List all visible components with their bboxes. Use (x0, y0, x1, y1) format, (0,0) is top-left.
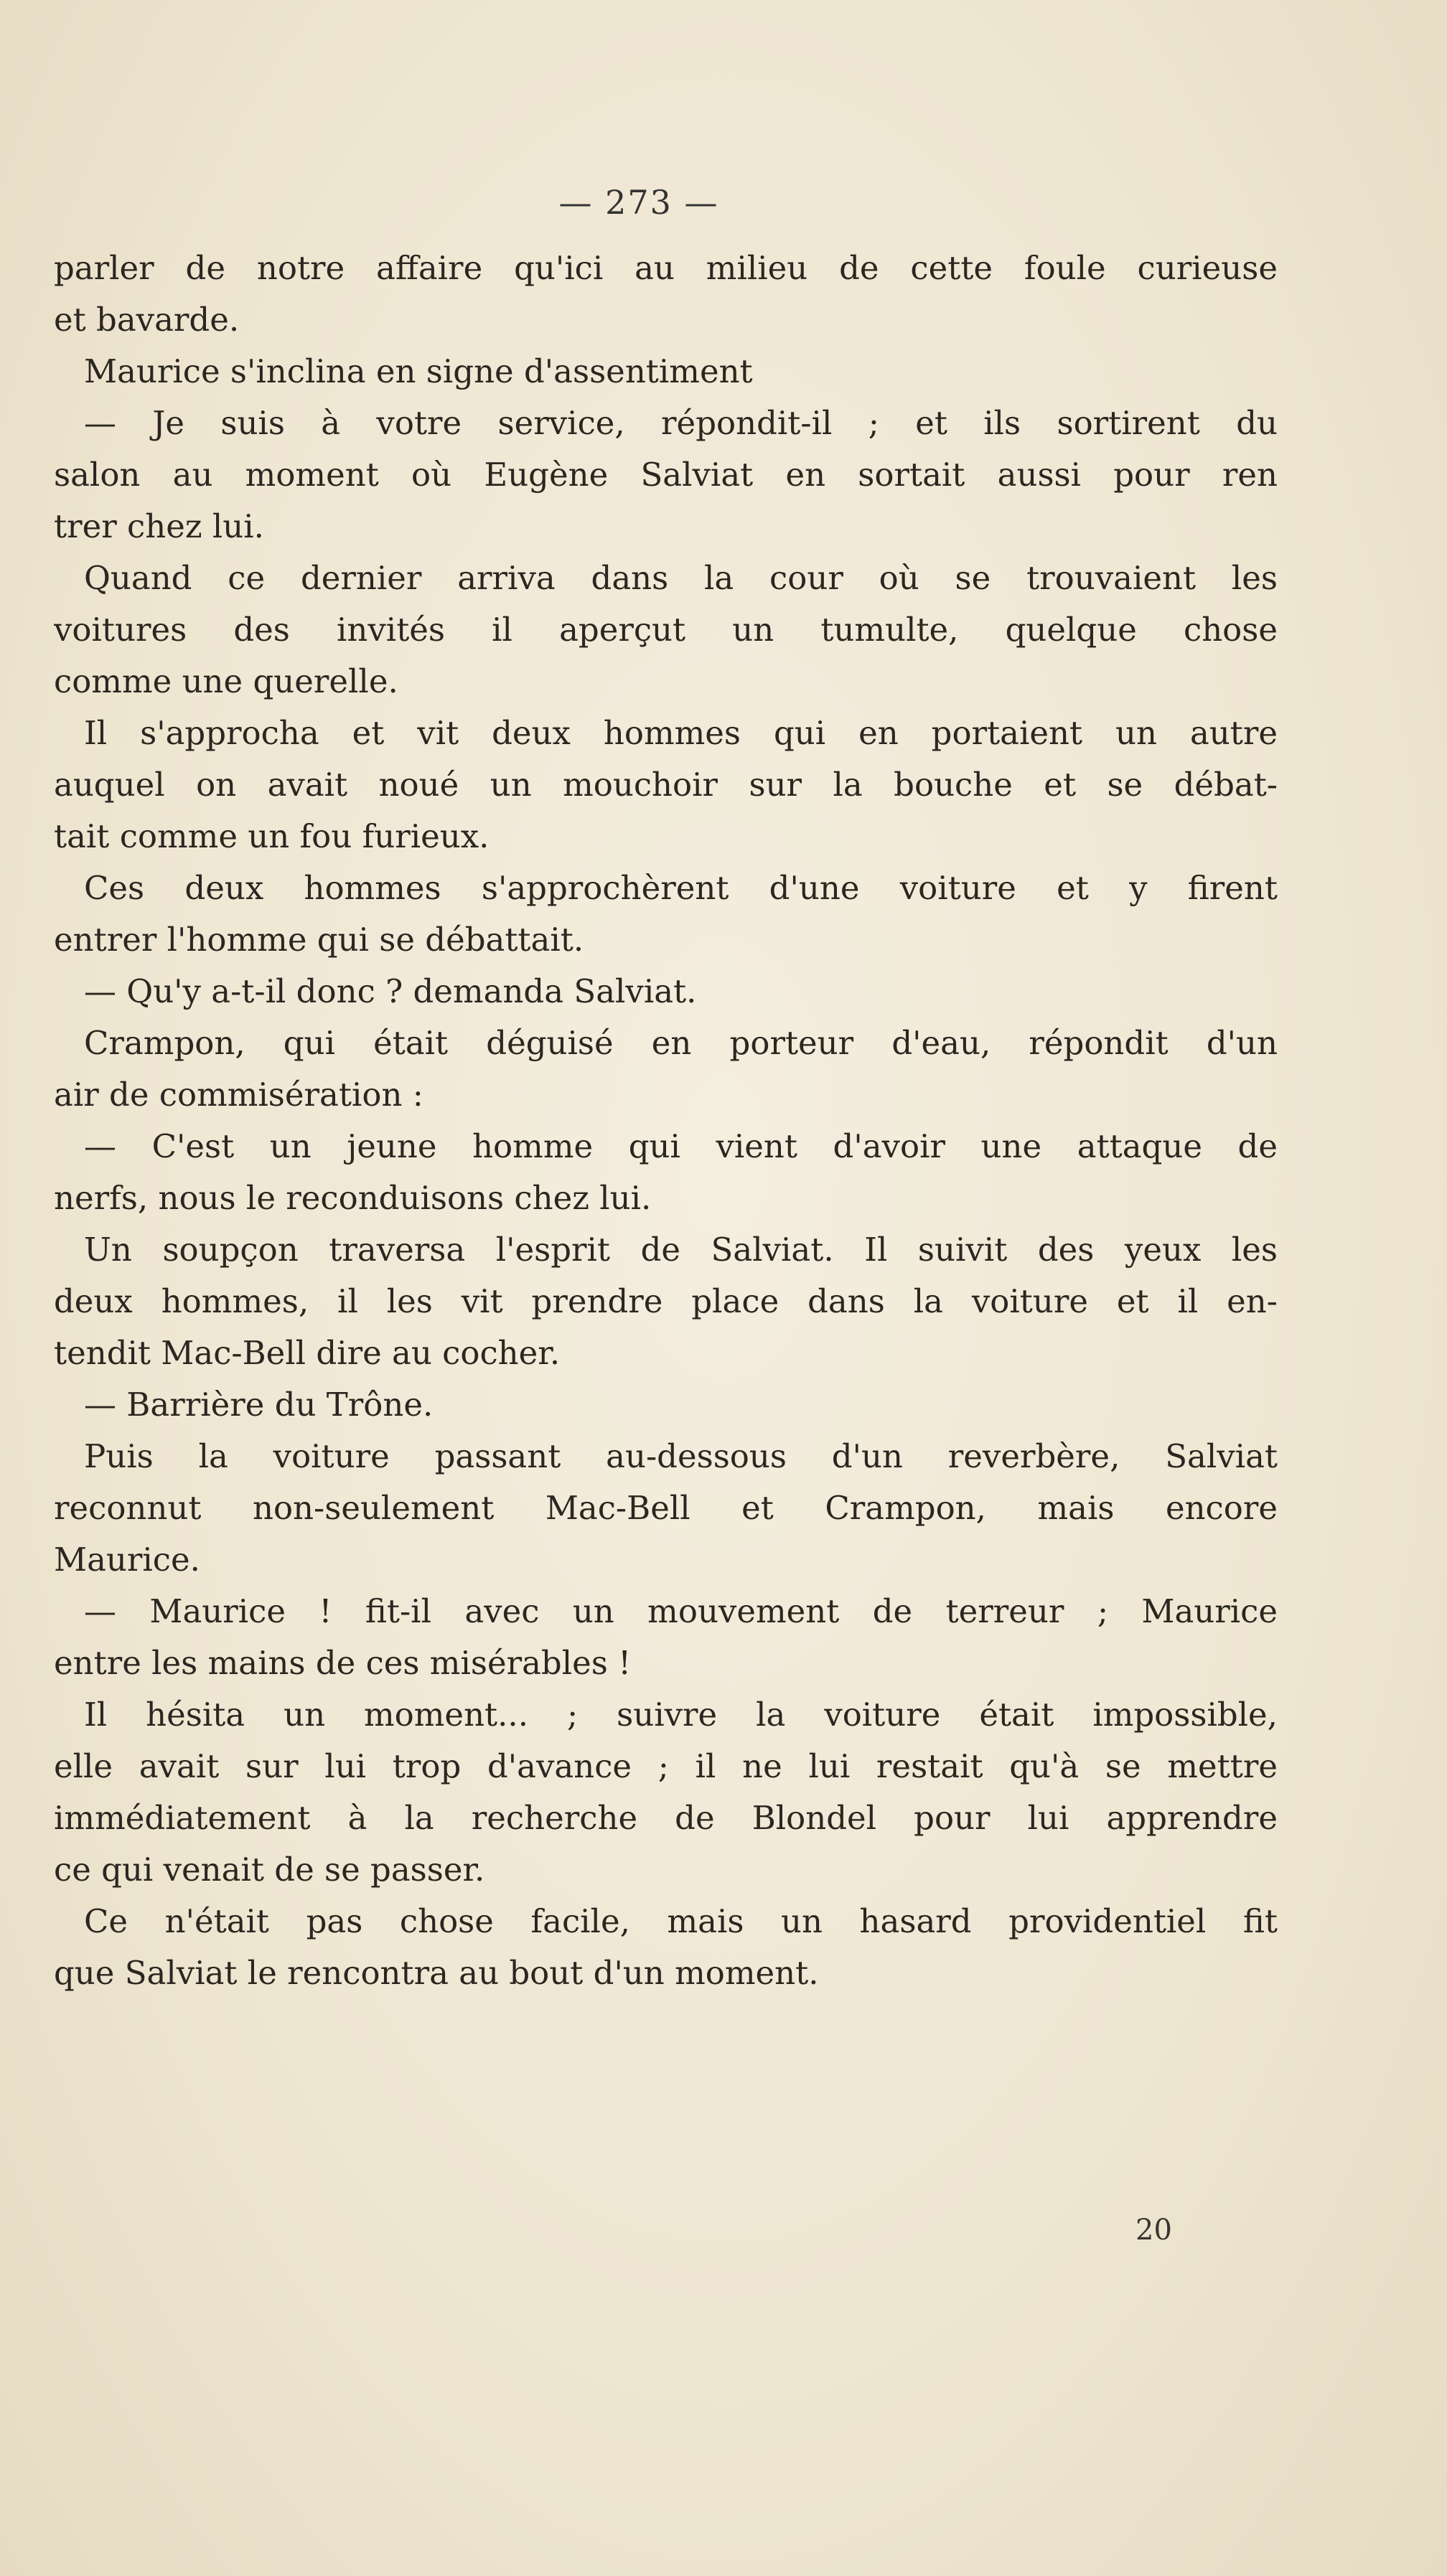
signature-mark: 20 (1135, 2214, 1172, 2247)
text-line: — Qu'y a-t-il donc ? demanda Salviat. (84, 972, 697, 1010)
text-line: Un soupçon traversa l'esprit de Salviat. Il suivit des yeux les (84, 1231, 1278, 1269)
text-line: et bavarde. (54, 301, 240, 339)
text-line: — Je suis à votre service, répondit-il ; et ils sortirent du (84, 404, 1278, 442)
text-line: ce qui venait de se passer. (54, 1851, 485, 1889)
text-line: immédiatement à la recherche de Blondel pour lui apprendre (54, 1799, 1278, 1837)
page-number: — 273 — (558, 183, 719, 222)
text-line: auquel on avait noué un mouchoir sur la bouche et se débat- (54, 766, 1278, 804)
text-line: Puis la voiture passant au-dessous d'un reverbère, Salviat (84, 1437, 1278, 1475)
text-line: entrer l'homme qui se débattait. (54, 921, 584, 959)
text-line: tendit Mac-Bell dire au cocher. (54, 1334, 561, 1372)
text-line: Ce n'était pas chose facile, mais un hasard providentiel fit (84, 1902, 1278, 1940)
text-line: parler de notre affaire qu'ici au milieu de cette foule curieuse (54, 249, 1278, 287)
text-line: Ces deux hommes s'approchèrent d'une voiture et y firent (84, 869, 1278, 907)
text-line: comme une querelle. (54, 662, 398, 700)
body-text (54, 243, 1278, 1999)
text-line: Il s'approcha et vit deux hommes qui en portaient un autre (84, 714, 1278, 752)
text-line: voitures des invités il aperçut un tumulte, quelque chose (54, 611, 1278, 649)
text-line: reconnut non-seulement Mac-Bell et Crampon, mais encore (54, 1489, 1278, 1527)
text-line: entre les mains de ces misérables ! (54, 1644, 632, 1682)
text-line: — Maurice ! fit-il avec un mouvement de terreur ; Maurice (84, 1592, 1278, 1630)
text-line: nerfs, nous le reconduisons chez lui. (54, 1179, 652, 1217)
text-line: Crampon, qui était déguisé en porteur d'eau, répondit d'un (84, 1024, 1278, 1062)
text-line: Maurice s'inclina en signe d'assentiment (84, 352, 753, 390)
text-line: Quand ce dernier arriva dans la cour où se trouvaient les (84, 559, 1278, 597)
text-line: air de commisération : (54, 1076, 423, 1114)
text-line: trer chez lui. (54, 507, 264, 545)
text-line: — Barrière du Trône. (84, 1386, 434, 1424)
text-line: Il hésita un moment... ; suivre la voiture était impossible, (84, 1696, 1278, 1734)
text-line: tait comme un fou furieux. (54, 817, 490, 855)
text-line: deux hommes, il les vit prendre place dans la voiture et il en- (54, 1282, 1278, 1320)
text-line: Maurice. (54, 1541, 200, 1579)
text-line: elle avait sur lui trop d'avance ; il ne lui restait qu'à se mettre (54, 1747, 1278, 1785)
text-line: — C'est un jeune homme qui vient d'avoir une attaque de (84, 1127, 1278, 1165)
text-line: que Salviat le rencontra au bout d'un moment. (54, 1954, 819, 1992)
text-line: salon au moment où Eugène Salviat en sortait aussi pour ren (54, 456, 1278, 494)
